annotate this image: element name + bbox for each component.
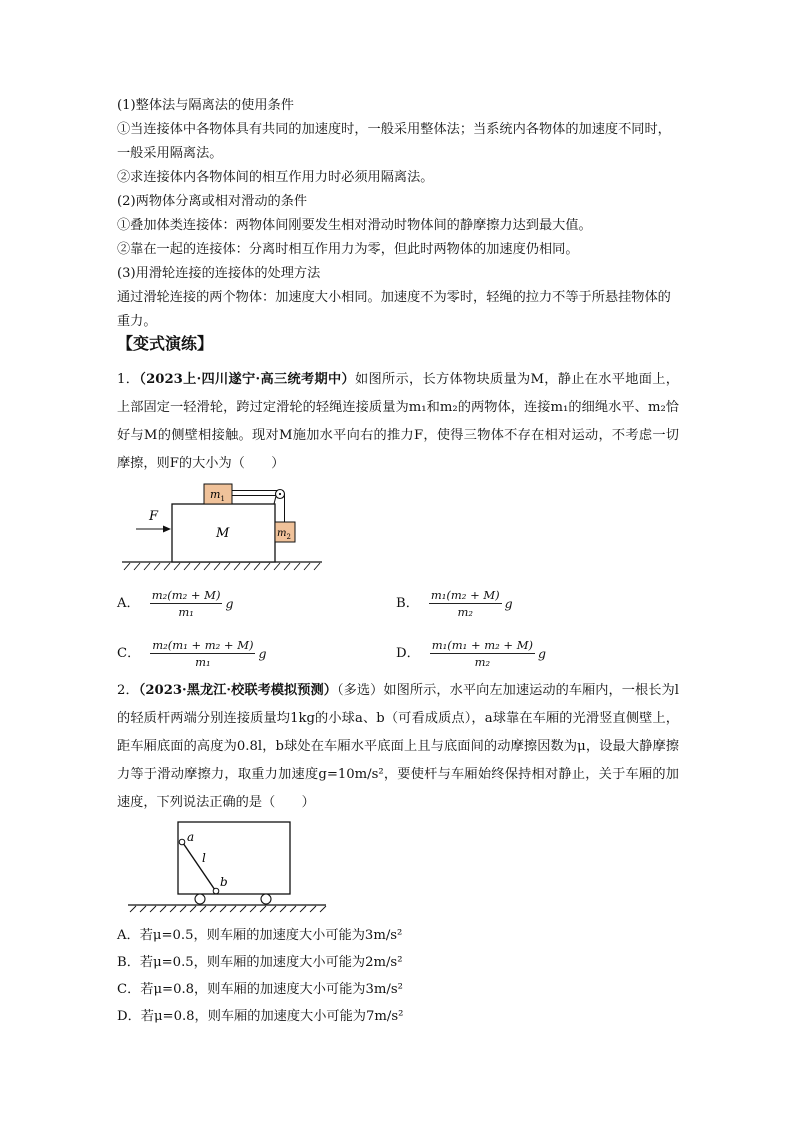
ball-a	[179, 839, 185, 845]
option-a-fraction	[150, 588, 223, 619]
question-2-source: （2023·黑龙江·校联考模拟预测）	[138, 683, 338, 698]
note-line-3: ②求连接体内各物体间的相互作用力时必须用隔离法。	[117, 170, 434, 185]
option-c-fraction	[150, 638, 255, 669]
question-2	[117, 677, 679, 817]
option-b-numerator: m₁(m₂ + M)	[430, 588, 500, 602]
q2-option-a[interactable]: A．若μ=0.5，则车厢的加速度大小可能为3m/s²	[117, 928, 403, 943]
note-line-1: (1)整体法与隔离法的使用条件	[117, 98, 294, 113]
q1-figure	[118, 480, 328, 576]
option-b-fraction	[429, 588, 502, 619]
label-m2: m	[277, 528, 287, 539]
carriage	[178, 822, 290, 894]
label-a: a	[187, 830, 195, 844]
q2-option-b[interactable]: B．若μ=0.5，则车厢的加速度大小可能为2m/s²	[117, 955, 403, 970]
label-M: M	[216, 526, 230, 541]
option-a-g: g	[225, 595, 234, 611]
option-c-g: g	[258, 645, 267, 661]
label-m2-sub: 2	[286, 533, 291, 541]
question-1	[117, 366, 679, 478]
note-line-7: (3)用滑轮连接的连接体的处理方法	[117, 266, 321, 281]
option-c-label: C．	[117, 645, 141, 661]
option-c-denominator: m₁	[195, 655, 211, 669]
option-d-denominator: m₂	[474, 655, 491, 669]
option-a[interactable]	[117, 588, 233, 619]
wheel-left	[195, 894, 205, 904]
note-line-2: ①当连接体中各物体具有共同的加速度时，一般采用整体法；当系统内各物体的加速度不同时，一般采用隔离法。	[117, 122, 671, 161]
option-d[interactable]	[396, 638, 546, 669]
note-line-5: ①叠加体类连接体：两物体间刚要发生相对滑动时物体间的静摩擦力达到最大值。	[117, 218, 592, 233]
option-b-g: g	[504, 595, 513, 611]
q2-figure	[126, 818, 330, 914]
note-line-4: (2)两物体分离或相对滑动的条件	[117, 194, 308, 209]
q2-option-c[interactable]: C．若μ=0.8，则车厢的加速度大小可能为3m/s²	[117, 982, 403, 997]
option-a-numerator: m₂(m₂ + M)	[151, 588, 221, 602]
wheel-right	[261, 894, 271, 904]
question-1-number: 1．	[117, 372, 140, 387]
note-line-6: ②靠在一起的连接体：分离时相互作用力为零，但此时两物体的加速度仍相同。	[117, 242, 579, 257]
label-l: l	[202, 851, 206, 865]
ball-b	[213, 888, 219, 894]
label-m1: m	[210, 488, 221, 501]
question-1-stem: 如图所示，长方体物块质量为M，静止在水平地面上，上部固定一轻滑轮，跨过定滑轮的轻绳连接质量为m₁和m₂的两物体，连接m₁的细绳水平、m₂恰好与M的侧壁相接触。现对M施加水平向右的推力F，使得三物体不存在相对运动，不考虑一切摩擦，则F的大小为（ ）	[117, 372, 679, 471]
option-d-g: g	[537, 645, 546, 661]
note-line-8: 通过滑轮连接的两个物体：加速度大小相同。加速度不为零时，轻绳的拉力不等于所悬挂物体的重力。	[117, 290, 671, 329]
option-b-label: B．	[396, 595, 419, 611]
section-title: 【变式演练】	[117, 334, 214, 353]
option-c[interactable]	[117, 638, 266, 669]
option-d-fraction	[430, 638, 535, 669]
question-1-source: （2023上·四川遂宁·高三统考期中）	[139, 372, 355, 387]
option-d-numerator: m₁(m₁ + m₂ + M)	[431, 638, 533, 652]
question-2-stem: （多选）如图所示，水平向左加速运动的车厢内，一根长为l的轻质杆两端分别连接质量均1kg的小球a、b（可看成质点），a球靠在车厢的光滑竖直侧壁上，距车厢底面的高度为0.8l，b球处在车厢水平底面上且与底面间的动摩擦因数为μ，设最大静摩擦力等于滑动摩擦力，取重力加速度g=10m/s²，要使杆与车厢始终保持相对静止，关于车厢的加速度，下列说法正确的是（ ）	[117, 683, 679, 810]
option-d-label: D．	[396, 645, 420, 661]
label-F: F	[149, 509, 159, 524]
option-a-label: A．	[117, 595, 140, 611]
option-c-numerator: m₂(m₁ + m₂ + M)	[152, 638, 254, 652]
option-a-denominator: m₁	[178, 605, 194, 619]
option-b-denominator: m₂	[457, 605, 474, 619]
q2-option-d[interactable]: D．若μ=0.8，则车厢的加速度大小可能为7m/s²	[117, 1009, 404, 1024]
option-b[interactable]	[396, 588, 513, 619]
question-2-number: 2．	[117, 683, 139, 698]
label-b: b	[220, 875, 228, 889]
label-m1-sub: 1	[220, 495, 225, 503]
